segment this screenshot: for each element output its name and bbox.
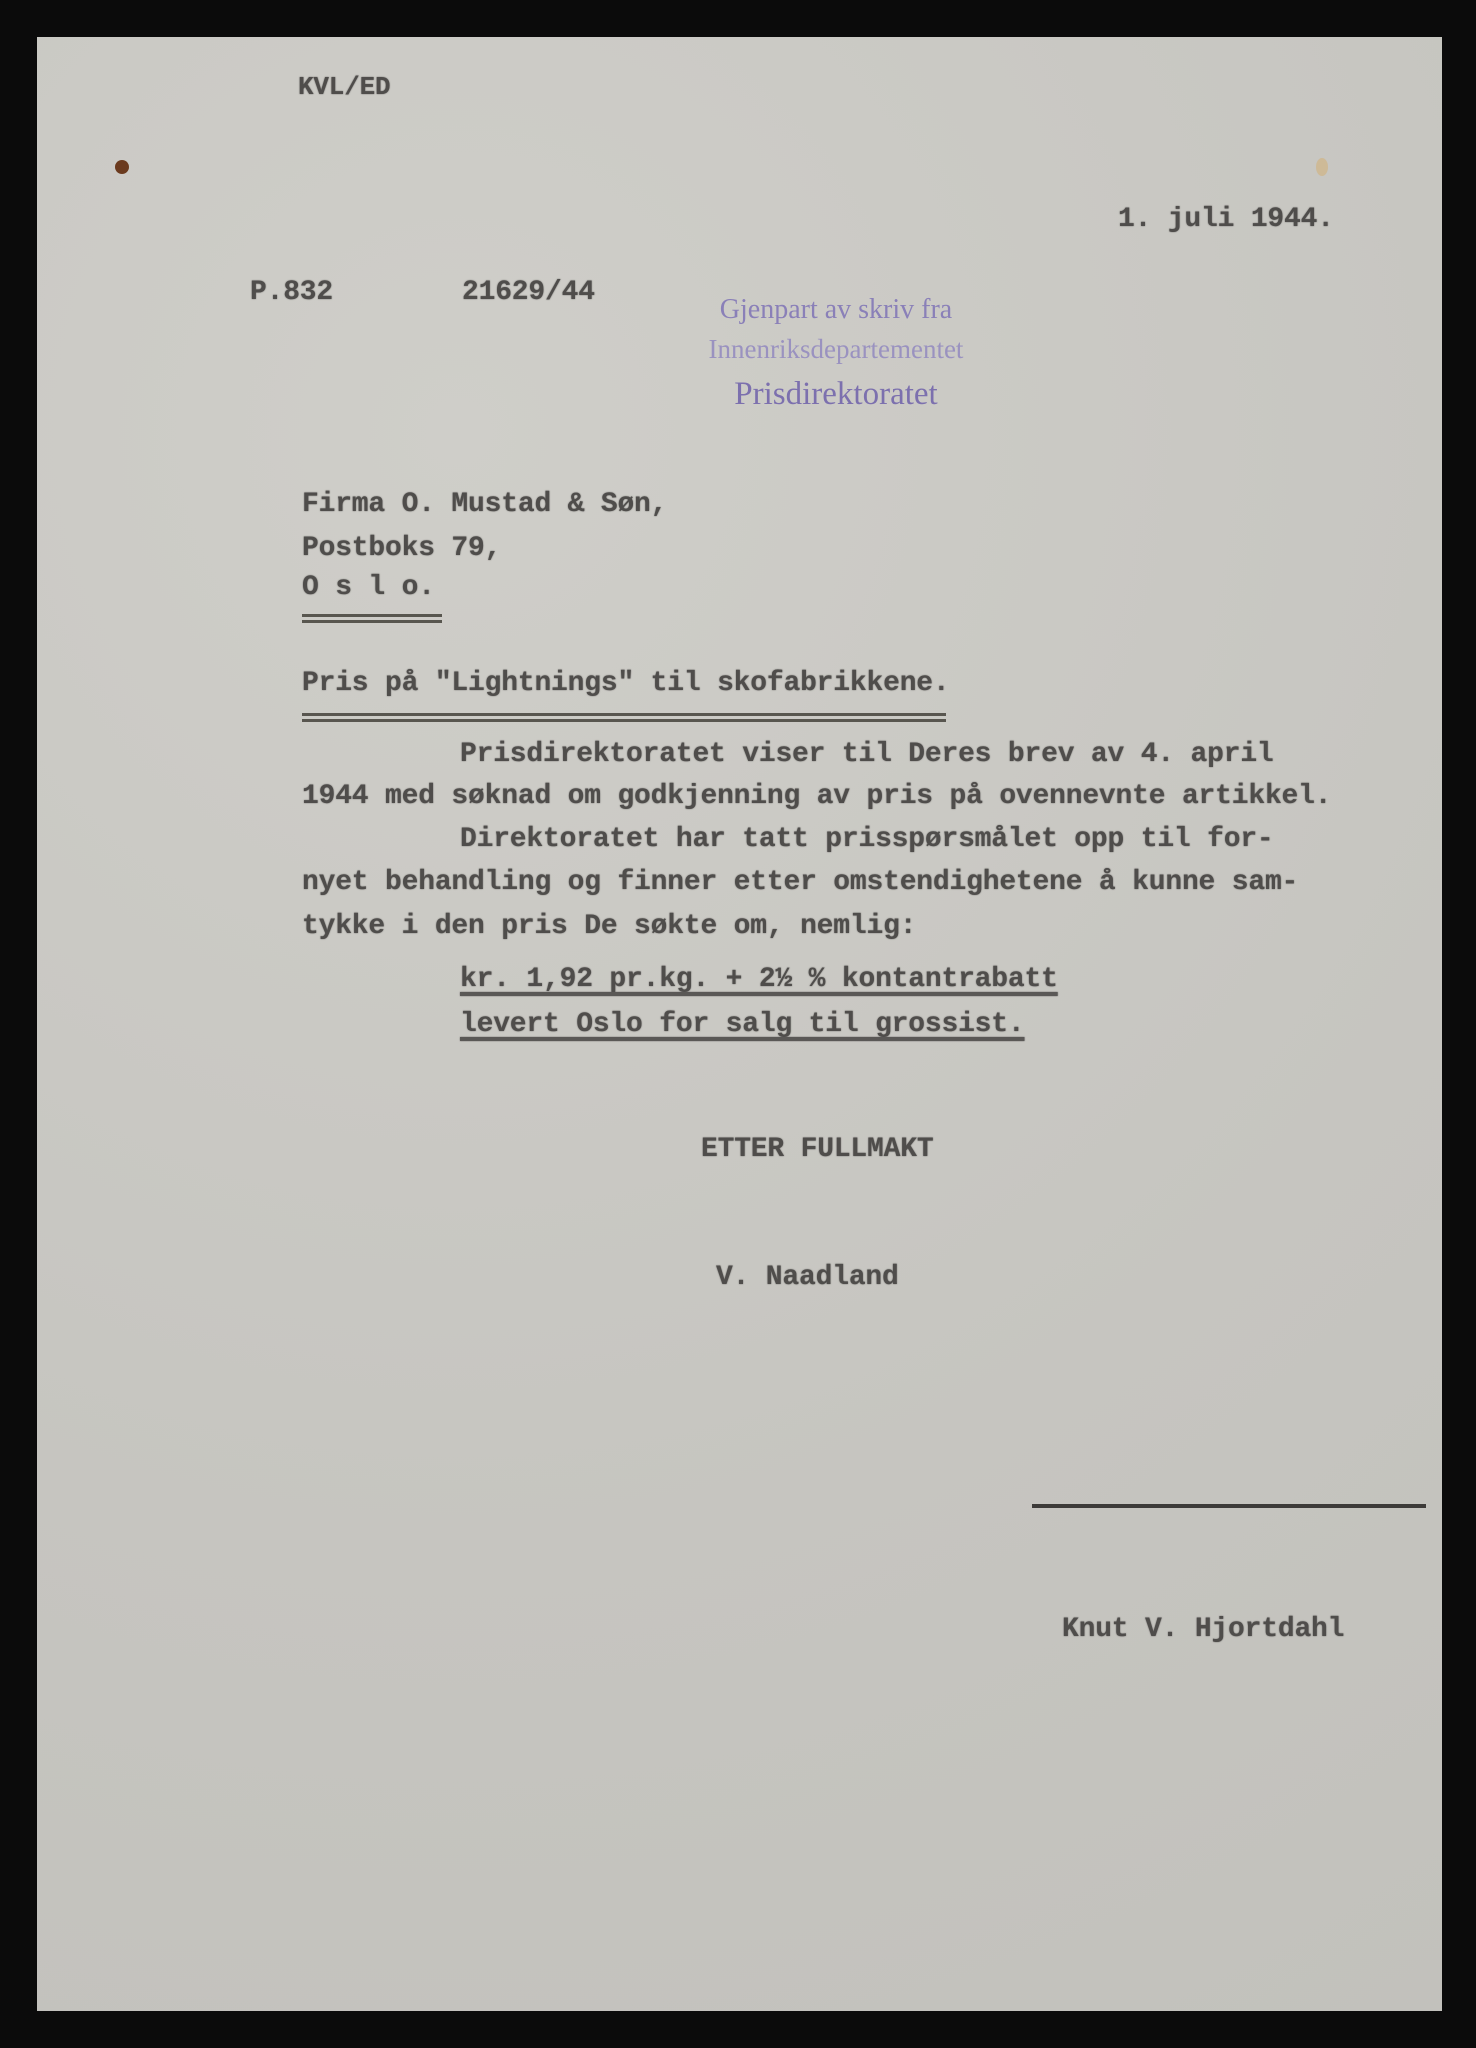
recipient-line: Firma O. Mustad & Søn, xyxy=(302,489,668,520)
body-line: nyet behandling og finner etter omstendighetene å kunne sam- xyxy=(302,867,1299,898)
stamp-line-1: Gjenpart av skriv fra xyxy=(719,294,953,325)
authority-line: ETTER FULLMAKT xyxy=(701,1134,934,1165)
body-line: Prisdirektoratet viser til Deres brev av 4. april xyxy=(460,739,1274,770)
price-line: kr. 1,92 pr.kg. + 2½ % kontantrabatt xyxy=(460,964,1058,995)
body-line: 1944 med søknad om godkjenning av pris på ovennevnte artikkel. xyxy=(302,781,1332,812)
stamp-line-3: Prisdirektoratet xyxy=(734,376,938,412)
second-signatory-name: Knut V. Hjortdahl xyxy=(1062,1614,1345,1645)
body-line: Direktoratet har tatt prisspørsmålet opp til for- xyxy=(460,824,1274,855)
body-line: tykke i den pris De søkte om, nemlig: xyxy=(302,911,917,942)
paper-stain xyxy=(1316,158,1328,176)
recipient-line: O s l o. xyxy=(302,572,435,603)
journal-number: 21629/44 xyxy=(462,277,595,308)
ink-stain xyxy=(115,160,129,174)
signature-line xyxy=(1032,1504,1426,1508)
subject-underline xyxy=(302,713,946,722)
stamp-line-2: Innenriksdepartementet xyxy=(708,334,964,364)
letter-date: 1. juli 1944. xyxy=(1118,204,1334,235)
price-line: levert Oslo for salg til grossist. xyxy=(460,1009,1025,1040)
reference-initials: KVL/ED xyxy=(298,72,391,102)
subject-line: Pris på "Lightnings" til skofabrikkene. xyxy=(302,668,950,699)
city-underline xyxy=(302,614,442,623)
signatory-name: V. Naadland xyxy=(716,1262,899,1293)
file-code: P.832 xyxy=(250,277,334,308)
recipient-line: Postboks 79, xyxy=(302,533,502,564)
